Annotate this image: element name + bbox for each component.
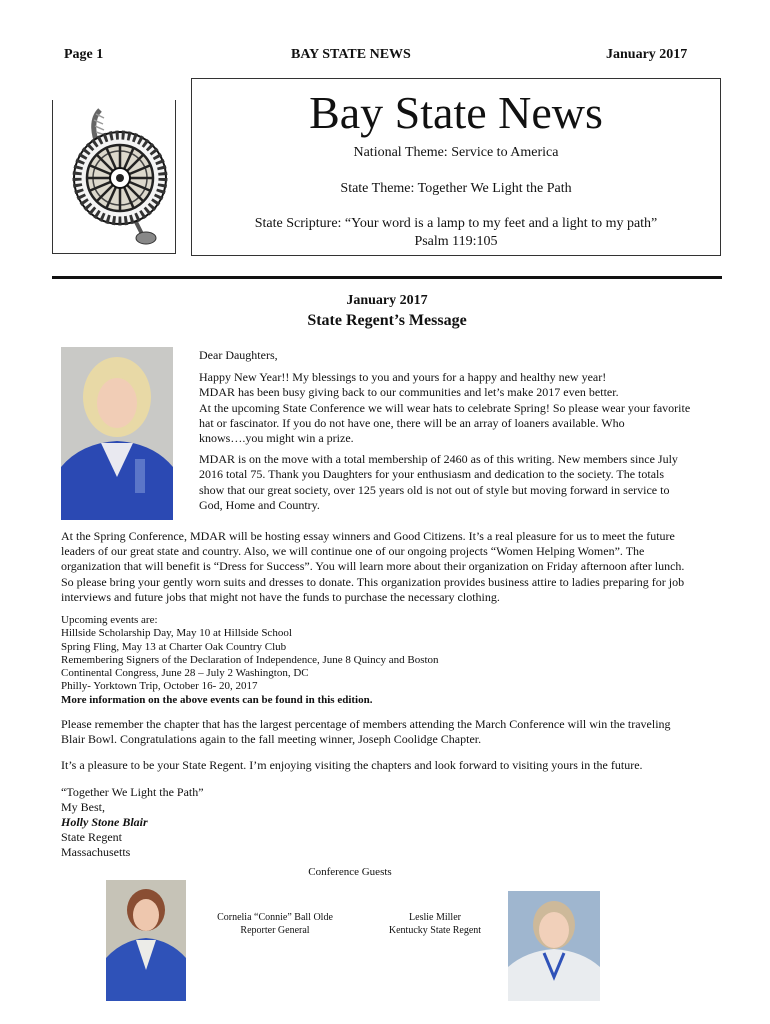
signature: Holly Stone Blair	[61, 815, 148, 830]
event-item: Continental Congress, June 28 – July 2 Washington, DC	[61, 667, 309, 680]
state-scripture: State Scripture: “Your word is a lamp to my feet and a light to my path”	[254, 216, 658, 231]
masthead-title: Bay State News	[309, 87, 603, 138]
guest2-photo	[508, 891, 600, 1001]
signature-state: Massachusetts	[61, 845, 131, 860]
para2-line: MDAR is on the move with a total membership of 2460 as of this writing. New members since July	[199, 452, 678, 467]
running-date: January 2017	[606, 47, 688, 62]
national-theme: National Theme: Service to America	[353, 145, 559, 160]
signature-title: State Regent	[61, 830, 122, 845]
para2-line: God, Home and Country.	[199, 497, 320, 512]
guest1-title: Reporter General	[240, 924, 310, 936]
state-regent-photo	[61, 347, 173, 520]
page-number: Page 1	[64, 47, 104, 62]
guest2-name: Leslie Miller	[409, 912, 461, 923]
event-item: Remembering Signers of the Declaration of Independence, June 8 Quincy and Boston	[61, 653, 439, 666]
para3-line: organization that will benefit is “Dress for Success”. You will learn more about their organization on Friday afternoon after lunch.	[61, 559, 685, 574]
para1-line: knows….you might win a prize.	[199, 431, 354, 446]
closing: My Best,	[61, 799, 106, 814]
para3-line: interviews and future jobs that might not have the funds to purchase the necessary clothing.	[61, 589, 500, 604]
para5: It’s a pleasure to be your State Regent. I’m enjoying visiting the chapters and look forward to visiting yours in the future.	[61, 758, 643, 773]
scripture-reference: Psalm 119:105	[414, 234, 498, 249]
para3-line: At the Spring Conference, MDAR will be hosting essay winners and Good Citizens. It’s a real pleasure for us to meet the future	[61, 529, 675, 543]
greeting: Dear Daughters,	[199, 348, 278, 362]
para3-line: leaders of our great state and country. Also, we will continue one of our ongoing projects “Women Helping Women”. The	[61, 544, 645, 559]
para2-line: 2016 total 75. Thank you Daughters for your enthusiasm and dedication to the society. The totals	[199, 467, 665, 482]
event-item: Philly- Yorktown Trip, October 16- 20, 2017	[61, 680, 258, 693]
event-item: Spring Fling, May 13 at Charter Oak Country Club	[61, 640, 287, 653]
dar-insignia-icon	[60, 106, 170, 251]
para4-line: Please remember the chapter that has the largest percentage of members attending the March Conference will win the traveling	[61, 717, 671, 731]
article-date: January 2017	[346, 293, 428, 308]
events-heading: Upcoming events are:	[61, 614, 158, 626]
para1-line: Happy New Year!! My blessings to you and yours for a happy and healthy new year!	[199, 370, 607, 385]
guest1-photo	[106, 880, 186, 1001]
events-note: More information on the above events can be found in this edition.	[61, 693, 373, 706]
article-title: State Regent’s Message	[307, 312, 467, 329]
para4-line: Blair Bowl. Congratulations again to the fall meeting winner, Joseph Coolidge Chapter.	[61, 732, 482, 747]
running-publication-title: BAY STATE NEWS	[291, 47, 411, 62]
masthead-box	[191, 78, 721, 256]
para1-line: At the upcoming State Conference we will wear hats to celebrate Spring! So please wear your favorite	[199, 400, 691, 415]
para3-line: So please bring your gently worn suits and dresses to donate. This organization provides business attire to ladies preparing for job	[61, 574, 685, 589]
event-item: Hillside Scholarship Day, May 10 at Hillside School	[61, 627, 292, 640]
state-theme: State Theme: Together We Light the Path	[340, 181, 572, 196]
guest1-name: Cornelia “Connie” Ball Olde	[217, 912, 333, 923]
para1-line: MDAR has been busy giving back to our communities and let’s make 2017 even better.	[199, 385, 619, 400]
guest2-title: Kentucky State Regent	[388, 924, 482, 936]
para2-line: show that our great society, over 125 years old is not out of style but moving forward in service to	[199, 482, 670, 497]
para1-line: hat or fascinator. If you do not have one, there will be an array of loaners available. Who	[199, 415, 625, 430]
guests-heading: Conference Guests	[308, 866, 392, 878]
closing-motto: “Together We Light the Path”	[61, 784, 204, 799]
header-divider	[52, 276, 722, 279]
